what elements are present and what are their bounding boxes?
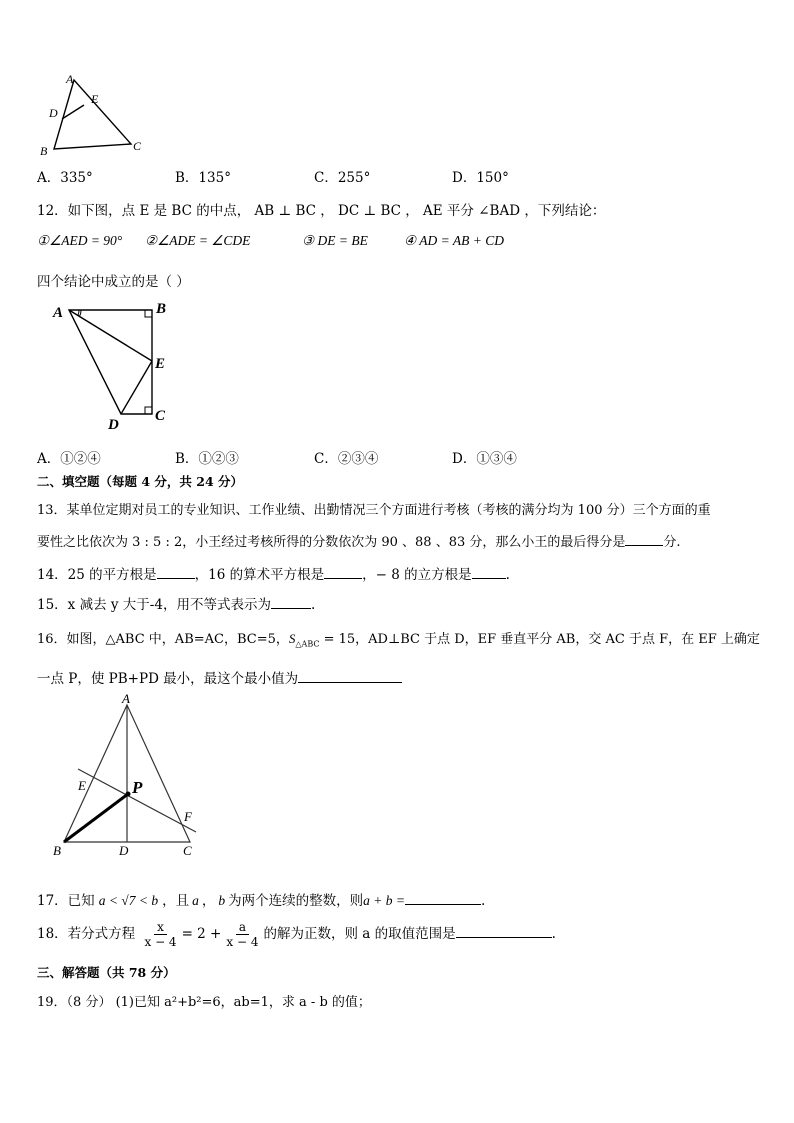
quadrilateral-figure-q12 xyxy=(48,298,178,433)
q12-conclusion-3: ③ DE = BE xyxy=(302,233,368,248)
triangle-abc xyxy=(54,80,131,149)
q14-blank-3[interactable] xyxy=(472,566,506,579)
q13-answer-blank[interactable] xyxy=(625,533,663,546)
q14-blank-1[interactable] xyxy=(157,566,195,579)
label-c: C xyxy=(155,408,166,424)
q15-blank[interactable] xyxy=(271,596,311,609)
q17-var-b: b xyxy=(218,893,226,908)
label-b: B xyxy=(156,301,167,317)
q18-denominator-2: x − 4 xyxy=(226,935,259,949)
q18-fraction-2 xyxy=(223,920,261,949)
label-e: E xyxy=(78,778,86,793)
q12-option-d: D．①③④ xyxy=(452,451,517,467)
q16-text-2: 一点 P，使 PB+PD 最小，最这个最小值为 xyxy=(37,671,299,687)
q17-comma: ， xyxy=(201,893,216,909)
q15-line xyxy=(37,593,315,613)
q17-var-a: a xyxy=(192,893,199,908)
q17-text-g: 为两个连续的整数，则 xyxy=(228,893,364,909)
triangle-figure-q11 xyxy=(36,72,146,162)
q12-option-b: B．①②③ xyxy=(175,451,239,467)
q12-option-c: C．②③④ xyxy=(314,451,379,467)
q15-text: 15．x 减去 y 大于-4，用不等式表示为 xyxy=(37,597,271,613)
q18-text-b: 的解为正数，则 a 的取值范围是 xyxy=(263,926,456,942)
q11-option-a: A．335° xyxy=(37,170,93,186)
q16-text-b: = 15，AD⊥BC 于点 D，EF 垂直平分 AB，交 AC 于点 F，在 EF 上确定 xyxy=(319,632,760,647)
q16-text-a: 16．如图，△ABC 中，AB=AC，BC=5， xyxy=(37,632,289,647)
q18-text-a: 18．若分式方程 xyxy=(37,926,136,942)
label-b: B xyxy=(53,843,61,858)
label-p: P xyxy=(132,778,143,797)
label-a: A xyxy=(66,72,74,86)
label-f: F xyxy=(184,809,192,824)
right-angle-b xyxy=(145,310,152,317)
section-2-heading: 二、填空题（每题 4 分，共 24 分） xyxy=(37,474,244,489)
q18-period: . xyxy=(551,926,556,942)
q14-text-c: ，− 8 的立方根是 xyxy=(362,567,472,583)
q18-denominator-1: x − 4 xyxy=(144,935,177,949)
right-angle-c xyxy=(145,407,152,414)
label-a: A xyxy=(122,691,130,706)
q18-fraction-1 xyxy=(141,920,179,949)
segment-pb xyxy=(64,794,128,842)
q18-numerator-2: a xyxy=(236,920,249,935)
triangle-figure-q16 xyxy=(48,693,208,863)
q14-blank-2[interactable] xyxy=(324,566,362,579)
q17-line xyxy=(37,889,485,909)
label-e: E xyxy=(155,356,166,372)
q14-text-d: . xyxy=(505,567,510,583)
q13-text: 要性之比依次为 3 : 5 : 2，小王经过考核所得的分数依次为 90 、88 、83 分，那么小王的最后得分是 xyxy=(37,535,626,550)
q11-option-c: C．255° xyxy=(314,170,371,186)
q16-area-symbol: S xyxy=(288,631,296,646)
q13-suffix: 分. xyxy=(663,535,681,550)
q18-blank[interactable] xyxy=(456,925,552,938)
q16-area-subscript: △ABC xyxy=(295,639,320,649)
label-d: D xyxy=(108,417,119,433)
q16-line-2 xyxy=(37,667,402,687)
q17-text-c: ，且 xyxy=(162,893,190,909)
q17-blank[interactable] xyxy=(405,892,481,905)
q18-equals: = 2 + xyxy=(181,926,222,942)
q14-text-b: ，16 的算术平方根是 xyxy=(194,567,325,583)
label-c: C xyxy=(133,139,142,153)
q12-stem: 12．如下图，点 E 是 BC 的中点， AB ⊥ BC ， DC ⊥ BC ， AE 平分 ∠BAD ，下列结论： xyxy=(37,203,606,219)
q16-line-1 xyxy=(37,628,760,649)
q14-line xyxy=(37,563,510,583)
point-p xyxy=(126,792,131,797)
label-d: D xyxy=(49,106,58,120)
label-e: E xyxy=(91,92,99,106)
segment-de xyxy=(121,361,152,414)
label-a: A xyxy=(53,305,64,321)
q18-line xyxy=(37,920,556,949)
q11-option-d: D．150° xyxy=(452,170,509,186)
q18-numerator-1: x xyxy=(154,920,167,935)
label-c: C xyxy=(183,843,192,858)
q12-conclusion-4: ④ AD = AB + CD xyxy=(404,233,504,248)
q17-period: . xyxy=(480,893,486,909)
q11-option-b: B．135° xyxy=(175,170,231,186)
label-d: D xyxy=(119,843,129,858)
q12-option-a: A．①②④ xyxy=(37,451,101,467)
q15-suffix: . xyxy=(310,597,316,613)
q12-question: 四个结论中成立的是（ ） xyxy=(37,274,190,290)
q14-text-a: 14．25 的平方根是 xyxy=(37,567,157,583)
q13-line-1: 13．某单位定期对员工的专业知识、工作业绩、出勤情况三个方面进行考核（考核的满分均为 100 分）三个方面的重 xyxy=(37,503,711,518)
label-b: B xyxy=(40,144,48,158)
q12-conclusion-2: ②∠ADE = ∠CDE xyxy=(145,233,251,248)
q19-text: 19．（8 分） (1)已知 a²+b²=6，ab=1，求 a - b 的值； xyxy=(37,995,371,1010)
section-3-heading: 三、解答题（共 78 分） xyxy=(37,965,176,980)
q13-line-2 xyxy=(37,531,681,550)
q12-conclusion-1: ①∠AED = 90° xyxy=(37,233,123,248)
q17-text-a: 17．已知 xyxy=(37,893,95,909)
q16-blank[interactable] xyxy=(298,670,402,683)
q17-expression: a + b = xyxy=(363,893,405,908)
q17-inequality: a < √7 < b xyxy=(98,893,159,908)
angle-arc-a xyxy=(78,310,79,315)
quad-abcd xyxy=(69,310,152,414)
